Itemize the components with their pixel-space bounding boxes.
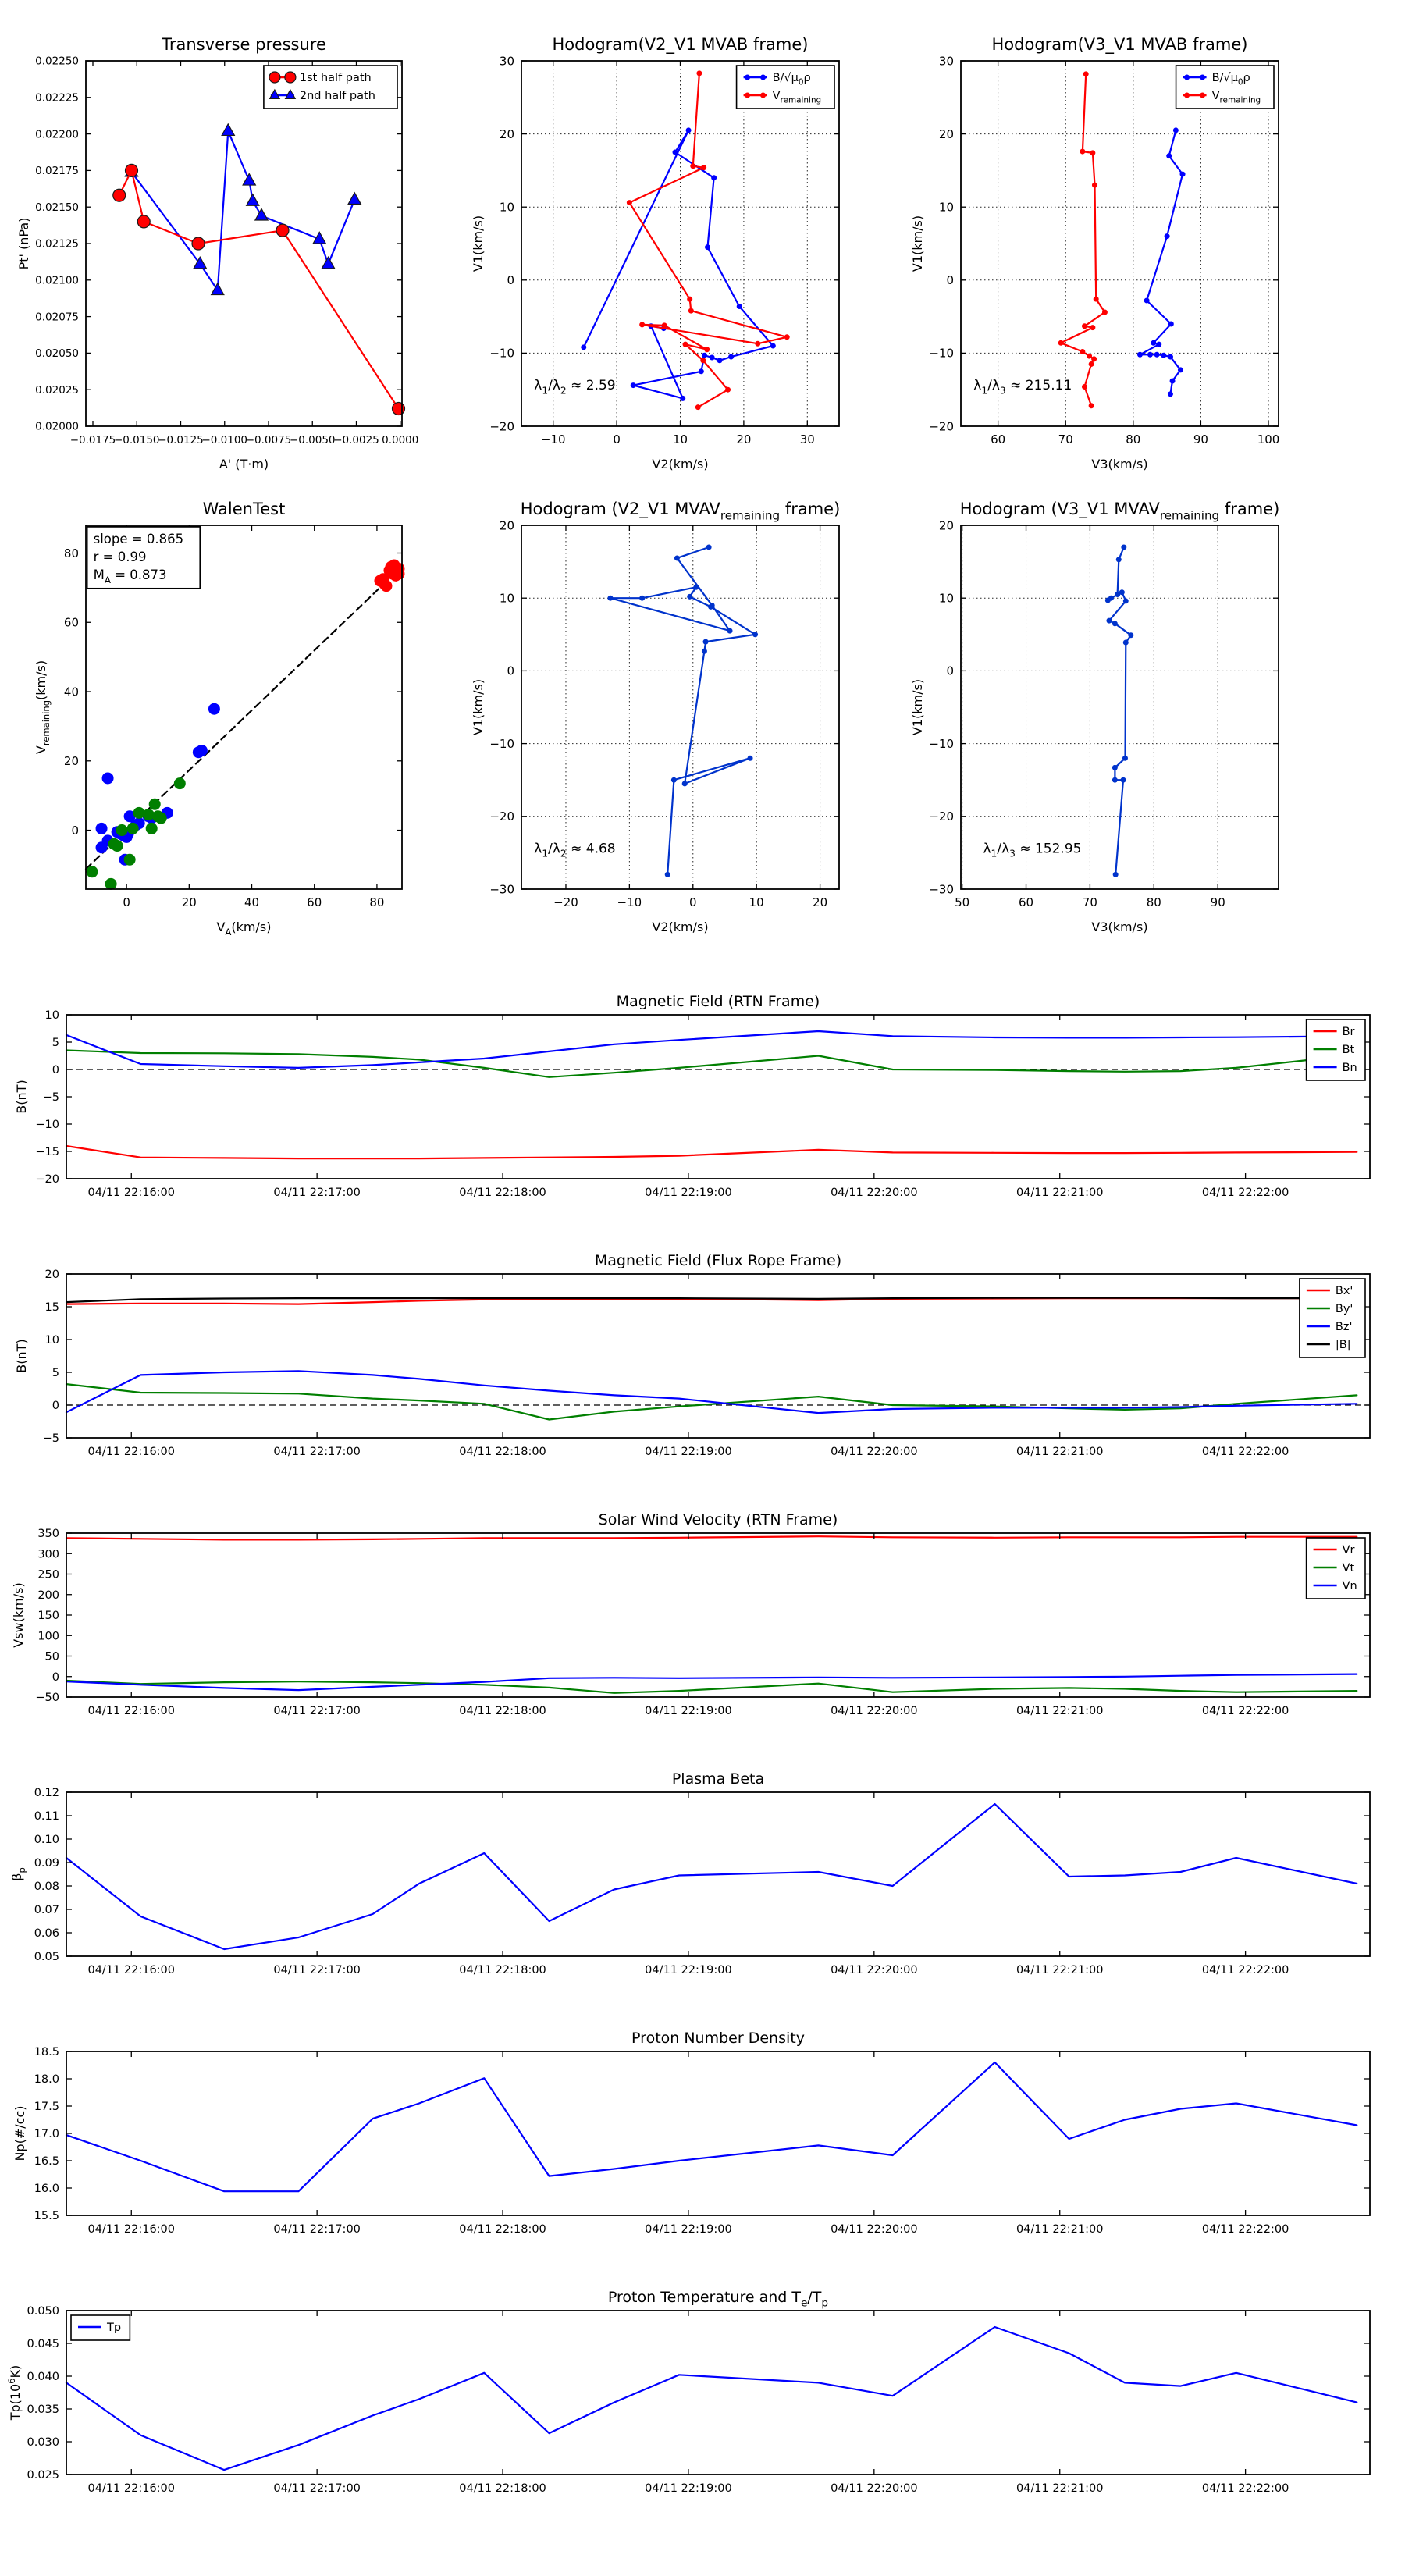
svg-text:40: 40: [63, 685, 79, 699]
svg-text:04/11 22:16:00: 04/11 22:16:00: [87, 1187, 176, 1199]
svg-text:20: 20: [499, 518, 514, 533]
transverse-pressure-title: Transverse pressure: [162, 35, 326, 54]
svg-text:04/11 22:19:00: 04/11 22:19:00: [645, 2482, 732, 2495]
svg-text:0.10: 0.10: [34, 1834, 59, 1847]
proton-density-ylabel: Np(#/cc): [12, 2105, 27, 2161]
svg-text:−0.0125: −0.0125: [158, 434, 204, 447]
svg-text:04/11 22:22:00: 04/11 22:22:00: [1201, 1705, 1289, 1717]
hodogram-v2v1-mvab-annotation: [534, 378, 615, 396]
svg-text:10: 10: [44, 1009, 59, 1023]
svg-text:0: 0: [507, 664, 514, 678]
svg-text:0: 0: [123, 895, 130, 909]
svg-text:04/11 22:22:00: 04/11 22:22:00: [1201, 1187, 1289, 1199]
hodogram-v3v1-mvab-legend: [1176, 66, 1274, 109]
mf-fluxrope-title: Magnetic Field (Flux Rope Frame): [594, 1252, 842, 1269]
svg-text:04/11 22:22:00: 04/11 22:22:00: [1201, 2223, 1289, 2236]
panel-walen-test: [34, 500, 404, 938]
hodogram-v2v1-mvab-legend: [737, 66, 834, 109]
svg-text:0.02250: 0.02250: [35, 55, 79, 68]
svg-text:04/11 22:17:00: 04/11 22:17:00: [273, 1964, 361, 1976]
svg-text:0.02175: 0.02175: [35, 165, 79, 178]
svg-text:0.06: 0.06: [34, 1927, 59, 1941]
mf-rtn-series-bn: [66, 1031, 1357, 1068]
svg-text:0.02050: 0.02050: [35, 347, 79, 361]
svg-text:0.12: 0.12: [34, 1787, 59, 1800]
svg-text:−10: −10: [489, 736, 514, 751]
svg-text:0.02225: 0.02225: [35, 91, 79, 105]
svg-text:0: 0: [71, 823, 79, 838]
svg-text:04/11 22:19:00: 04/11 22:19:00: [645, 1964, 732, 1976]
svg-text:04/11 22:17:00: 04/11 22:17:00: [273, 1187, 361, 1199]
svg-text:λ1/λ2 ≈ 4.68: $\lambda_1/\lambda_2 \approx 4.68$: [534, 841, 616, 859]
svg-text:0.02000: 0.02000: [35, 420, 79, 433]
svg-text:04/11 22:22:00: 04/11 22:22:00: [1201, 1446, 1289, 1458]
hodogram-v3v1-mvav-series-v: [1105, 544, 1133, 877]
svg-text:04/11 22:20:00: 04/11 22:20:00: [831, 2223, 918, 2236]
svg-text:Bx': Bx': [1335, 1285, 1353, 1298]
mf-rtn-series-bt: [66, 1051, 1357, 1077]
mf-fluxrope-series-bz-: [66, 1371, 1357, 1413]
svg-text:0.035: 0.035: [27, 2403, 59, 2417]
svg-text:70: 70: [1058, 432, 1073, 447]
svg-text:20: 20: [938, 518, 954, 533]
svg-text:30: 30: [938, 54, 954, 69]
proton-density-series-np: [66, 2062, 1357, 2191]
svg-text:04/11 22:20:00: 04/11 22:20:00: [831, 1705, 918, 1717]
svg-text:04/11 22:18:00: 04/11 22:18:00: [459, 2223, 546, 2236]
svg-text:Br: Br: [1342, 1026, 1355, 1039]
hodogram-v3v1-mvav-ylabel: V1(km/s): [910, 678, 925, 736]
svg-text:0.02075: 0.02075: [35, 311, 79, 324]
svg-text:15.5: 15.5: [34, 2210, 59, 2223]
mf-fluxrope-legend: [1300, 1279, 1365, 1357]
svg-text:−0.0150: −0.0150: [113, 434, 160, 447]
svg-text:|B|: |B|: [1335, 1339, 1351, 1352]
svg-text:90: 90: [1210, 895, 1225, 909]
mf-fluxrope-series--b-: [66, 1298, 1357, 1302]
svg-text:5: 5: [52, 1037, 59, 1050]
svg-text:40: 40: [244, 895, 260, 909]
svg-text:20: 20: [44, 1268, 59, 1282]
svg-text:04/11 22:22:00: 04/11 22:22:00: [1201, 2482, 1289, 2495]
svg-text:50: 50: [44, 1650, 59, 1663]
svg-text:04/11 22:17:00: 04/11 22:17:00: [273, 1446, 361, 1458]
svg-text:04/11 22:19:00: 04/11 22:19:00: [645, 1446, 732, 1458]
svg-text:80: 80: [63, 546, 79, 560]
hodogram-v3v1-mvab-series-b: [1137, 127, 1186, 397]
svg-text:04/11 22:19:00: 04/11 22:19:00: [645, 1187, 732, 1199]
svg-text:04/11 22:21:00: 04/11 22:21:00: [1016, 1964, 1104, 1976]
hodogram-v3v1-mvab-annotation: [973, 378, 1072, 396]
walen-test-ylabel: $V_{remaining}(km/s)$: [34, 660, 52, 755]
svg-text:70: 70: [1082, 895, 1097, 909]
svg-text:0: 0: [946, 273, 954, 288]
svg-text:10: 10: [938, 591, 954, 606]
svg-text:15: 15: [44, 1301, 59, 1315]
svg-text:80: 80: [369, 895, 385, 909]
svg-text:04/11 22:21:00: 04/11 22:21:00: [1016, 1187, 1104, 1199]
svg-text:18.5: 18.5: [34, 2046, 59, 2059]
svg-text:slope = 0.865: slope = 0.865: [93, 531, 184, 546]
svg-text:04/11 22:17:00: 04/11 22:17:00: [273, 2223, 361, 2236]
svg-text:−10: −10: [929, 736, 954, 751]
svg-text:10: 10: [749, 895, 764, 909]
svg-text:18.0: 18.0: [34, 2073, 59, 2087]
svg-text:04/11 22:21:00: 04/11 22:21:00: [1016, 1446, 1104, 1458]
svg-text:04/11 22:20:00: 04/11 22:20:00: [831, 1446, 918, 1458]
transverse-pressure-series-2nd-half-path: [125, 124, 361, 295]
svg-text:20: 20: [813, 895, 828, 909]
svg-text:B/√μ0ρ: $B/√\mu_0\rho$: [1211, 72, 1250, 87]
svg-text:0.050: 0.050: [27, 2305, 59, 2318]
svg-text:60: 60: [307, 895, 322, 909]
svg-text:−15: −15: [35, 1146, 59, 1159]
svg-text:04/11 22:20:00: 04/11 22:20:00: [831, 2482, 918, 2495]
svg-text:04/11 22:21:00: 04/11 22:21:00: [1016, 2223, 1104, 2236]
svg-text:0.02125: 0.02125: [35, 237, 79, 251]
svg-text:10: 10: [499, 591, 514, 606]
svg-text:0: 0: [52, 1400, 59, 1413]
svg-text:0: 0: [946, 664, 954, 678]
svg-text:60: 60: [1018, 895, 1034, 909]
svg-text:Vremaining: $V_{remaining}$: [1211, 90, 1261, 105]
svg-text:200: 200: [37, 1589, 59, 1602]
svg-text:Vremaining: $V_{remaining}$: [772, 90, 822, 105]
svg-text:80: 80: [1126, 432, 1141, 447]
panel-proton-temp: [6, 2289, 1370, 2495]
transverse-pressure-ylabel: Pt' (nPa): [16, 217, 31, 270]
svg-text:1st half path: 1st half path: [299, 72, 372, 85]
walen-test-annotation: [87, 527, 201, 589]
svg-text:−0.0175: −0.0175: [69, 434, 116, 447]
svg-text:80: 80: [1146, 895, 1161, 909]
svg-text:20: 20: [499, 126, 514, 141]
svg-text:17.0: 17.0: [34, 2128, 59, 2141]
hodogram-v3v1-mvab-title: Hodogram(V3_V1 MVAB frame): [991, 35, 1248, 54]
svg-text:Vn: Vn: [1342, 1580, 1357, 1593]
plasma-beta-ylabel: $\beta_p$: [9, 1867, 27, 1881]
svg-text:Tp: Tp: [107, 2322, 122, 2335]
panel-swv-rtn: [11, 1511, 1370, 1717]
svg-text:λ1/λ3 ≈ 152.95: $\lambda_1/\lambda_3 \approx 152.95$: [983, 841, 1082, 859]
hodogram-v3v1-mvab-ylabel: V1(km/s): [910, 215, 925, 272]
svg-text:0.02150: 0.02150: [35, 201, 79, 214]
svg-text:2nd half path: 2nd half path: [299, 90, 375, 103]
svg-text:10: 10: [938, 200, 954, 215]
panel-mf-fluxrope: [14, 1252, 1370, 1458]
svg-text:04/11 22:16:00: 04/11 22:16:00: [87, 2223, 176, 2236]
svg-text:Bn: Bn: [1342, 1062, 1357, 1075]
svg-text:04/11 22:21:00: 04/11 22:21:00: [1016, 1705, 1104, 1717]
swv-rtn-legend: [1307, 1538, 1365, 1599]
svg-text:60: 60: [991, 432, 1006, 447]
svg-text:r = 0.99: r = 0.99: [93, 549, 147, 564]
transverse-pressure-xlabel: A' (T·m): [219, 457, 269, 471]
hodogram-v2v1-mvav-title: Hodogram (V2_V1 $MVAV_{remaining}$ frame): [520, 500, 841, 523]
svg-text:0: 0: [507, 273, 514, 288]
hodogram-v2v1-mvab-xlabel: V2(km/s): [652, 457, 709, 471]
panel-transverse-pressure: [16, 35, 418, 471]
svg-text:0.02200: 0.02200: [35, 128, 79, 141]
svg-text:−0.0075: −0.0075: [245, 434, 292, 447]
swv-rtn-title: Solar Wind Velocity (RTN Frame): [598, 1511, 838, 1528]
walen-test-series-red-points: [374, 560, 404, 592]
hodogram-v2v1-mvav-annotation: [534, 841, 615, 859]
svg-text:−5: −5: [42, 1432, 59, 1446]
svg-text:−20: −20: [35, 1173, 59, 1187]
mf-fluxrope-ylabel: B(nT): [14, 1339, 29, 1373]
svg-text:04/11 22:18:00: 04/11 22:18:00: [459, 1187, 546, 1199]
proton-temp-legend: [71, 2315, 130, 2340]
svg-text:04/11 22:18:00: 04/11 22:18:00: [459, 2482, 546, 2495]
svg-text:350: 350: [37, 1528, 59, 1541]
svg-text:0.025: 0.025: [27, 2469, 59, 2482]
svg-text:−10: −10: [540, 432, 566, 447]
svg-text:16.0: 16.0: [34, 2183, 59, 2196]
svg-text:−0.0025: −0.0025: [333, 434, 379, 447]
transverse-pressure-legend: [264, 66, 397, 109]
svg-text:−20: −20: [929, 419, 954, 434]
svg-text:−30: −30: [929, 882, 954, 897]
svg-text:04/11 22:19:00: 04/11 22:19:00: [645, 2223, 732, 2236]
svg-text:−10: −10: [929, 346, 954, 361]
svg-text:−20: −20: [929, 809, 954, 824]
walen-test-xlabel: $V_A(km/s)$: [216, 920, 272, 938]
svg-text:17.5: 17.5: [34, 2101, 59, 2114]
svg-text:30: 30: [799, 432, 815, 447]
svg-text:0: 0: [613, 432, 621, 447]
svg-text:λ1/λ3 ≈ 215.11: $\lambda_1/\lambda_3 \approx 215.11$: [973, 378, 1072, 397]
svg-text:04/11 22:18:00: 04/11 22:18:00: [459, 1446, 546, 1458]
swv-rtn-series-vt: [66, 1681, 1357, 1693]
svg-text:20: 20: [181, 895, 197, 909]
svg-text:0.07: 0.07: [34, 1904, 59, 1917]
svg-text:10: 10: [672, 432, 688, 447]
svg-text:0.030: 0.030: [27, 2436, 59, 2450]
hodogram-v2v1-mvab-ylabel: V1(km/s): [471, 215, 486, 272]
svg-text:0.045: 0.045: [27, 2338, 59, 2351]
svg-text:0: 0: [52, 1064, 59, 1077]
svg-text:300: 300: [37, 1548, 59, 1561]
svg-text:04/11 22:19:00: 04/11 22:19:00: [645, 1705, 732, 1717]
svg-text:0: 0: [52, 1670, 59, 1684]
hodogram-v2v1-mvav-series-v: [607, 544, 758, 877]
proton-temp-ylabel: $Tp(10^6K)$: [5, 2364, 23, 2421]
svg-text:50: 50: [955, 895, 970, 909]
proton-temp-title: Proton Temperature and $T_e/T_p$: [607, 2289, 829, 2310]
panel-hodogram-v2v1-mvab: [471, 35, 839, 471]
plasma-beta-series-beta-p: [66, 1804, 1357, 1949]
proton-temp-series-tp: [66, 2327, 1357, 2470]
svg-text:Bz': Bz': [1335, 1321, 1353, 1334]
svg-text:04/11 22:17:00: 04/11 22:17:00: [273, 1705, 361, 1717]
svg-text:−20: −20: [489, 809, 514, 824]
svg-text:−20: −20: [553, 895, 578, 909]
svg-text:100: 100: [1257, 432, 1280, 447]
mf-rtn-legend: [1307, 1019, 1365, 1080]
svg-text:−10: −10: [35, 1119, 59, 1132]
svg-text:−0.0100: −0.0100: [201, 434, 248, 447]
svg-text:04/11 22:21:00: 04/11 22:21:00: [1016, 2482, 1104, 2495]
svg-text:10: 10: [499, 200, 514, 215]
svg-text:−20: −20: [489, 419, 514, 434]
hodogram-v2v1-mvav-xlabel: V2(km/s): [652, 920, 709, 934]
panel-hodogram-v3v1-mvab: [910, 35, 1279, 471]
svg-text:250: 250: [37, 1568, 59, 1582]
svg-text:04/11 22:18:00: 04/11 22:18:00: [459, 1705, 546, 1717]
svg-text:20: 20: [736, 432, 752, 447]
svg-text:0.02100: 0.02100: [35, 274, 79, 287]
swv-rtn-series-vr: [66, 1536, 1357, 1539]
hodogram-v2v1-mvav-ylabel: V1(km/s): [471, 678, 486, 736]
swv-rtn-ylabel: Vsw(km/s): [11, 1582, 26, 1648]
svg-text:20: 20: [63, 754, 79, 769]
svg-text:0.09: 0.09: [34, 1857, 59, 1870]
hodogram-v3v1-mvav-xlabel: V3(km/s): [1091, 920, 1148, 934]
svg-text:B/√μ0ρ: $B/√\mu_0\rho$: [772, 72, 811, 87]
svg-text:30: 30: [499, 54, 514, 69]
svg-text:λ1/λ2 ≈ 2.59: $\lambda_1/\lambda_2 \approx 2.59$: [534, 378, 616, 397]
mf-rtn-title: Magnetic Field (RTN Frame): [616, 993, 820, 1010]
svg-text:Vr: Vr: [1342, 1544, 1355, 1557]
transverse-pressure-series-1st-half-path: [113, 164, 405, 415]
svg-text:04/11 22:17:00: 04/11 22:17:00: [273, 2482, 361, 2495]
walen-test-title: WalenTest: [202, 500, 286, 518]
svg-text:Vt: Vt: [1342, 1562, 1355, 1575]
hodogram-v2v1-mvab-title: Hodogram(V2_V1 MVAB frame): [552, 35, 809, 54]
svg-text:0.0000: 0.0000: [382, 434, 419, 447]
svg-text:−5: −5: [42, 1091, 59, 1105]
hodogram-v3v1-mvab-xlabel: V3(km/s): [1091, 457, 1148, 471]
svg-text:04/11 22:16:00: 04/11 22:16:00: [87, 1964, 176, 1976]
svg-text:04/11 22:16:00: 04/11 22:16:00: [87, 1446, 176, 1458]
svg-text:MA = 0.873: $M_A = 0.873$: [93, 567, 167, 585]
plasma-beta-title: Plasma Beta: [671, 1770, 765, 1788]
svg-text:0: 0: [689, 895, 697, 909]
svg-text:04/11 22:18:00: 04/11 22:18:00: [459, 1964, 546, 1976]
svg-text:0.08: 0.08: [34, 1880, 59, 1894]
svg-text:04/11 22:16:00: 04/11 22:16:00: [87, 2482, 176, 2495]
svg-text:−0.0050: −0.0050: [289, 434, 336, 447]
svg-text:5: 5: [52, 1367, 59, 1380]
svg-text:100: 100: [37, 1630, 59, 1643]
svg-text:−30: −30: [489, 882, 514, 897]
hodogram-v3v1-mvav-annotation: [983, 841, 1081, 859]
svg-text:0.11: 0.11: [34, 1810, 59, 1823]
panel-plasma-beta: [9, 1770, 1370, 1976]
svg-text:90: 90: [1193, 432, 1208, 447]
svg-text:04/11 22:16:00: 04/11 22:16:00: [87, 1705, 176, 1717]
svg-text:−10: −10: [617, 895, 642, 909]
panel-hodogram-v3v1-mvav: [910, 500, 1279, 934]
svg-text:−10: −10: [489, 346, 514, 361]
proton-density-title: Proton Number Density: [631, 2030, 805, 2047]
svg-text:10: 10: [44, 1334, 59, 1347]
panel-hodogram-v2v1-mvav: [471, 500, 840, 934]
mf-rtn-ylabel: B(nT): [14, 1080, 29, 1114]
svg-text:60: 60: [63, 615, 79, 630]
svg-text:04/11 22:20:00: 04/11 22:20:00: [831, 1187, 918, 1199]
svg-text:20: 20: [938, 126, 954, 141]
svg-text:Bt: Bt: [1342, 1044, 1355, 1057]
svg-text:By': By': [1335, 1303, 1353, 1316]
hodogram-v2v1-mvab-series-b: [581, 127, 776, 401]
svg-text:−50: −50: [35, 1692, 59, 1705]
svg-text:04/11 22:22:00: 04/11 22:22:00: [1201, 1964, 1289, 1976]
svg-text:0.02025: 0.02025: [35, 383, 79, 397]
panel-proton-density: [12, 2030, 1370, 2236]
hodogram-v3v1-mvav-title: Hodogram (V3_V1 $MVAV_{remaining}$ frame): [959, 500, 1280, 523]
svg-text:04/11 22:20:00: 04/11 22:20:00: [831, 1964, 918, 1976]
svg-text:16.5: 16.5: [34, 2155, 59, 2169]
panel-mf-rtn: [14, 993, 1370, 1199]
svg-text:0.040: 0.040: [27, 2371, 59, 2384]
svg-text:150: 150: [37, 1610, 59, 1623]
mf-rtn-series-br: [66, 1146, 1357, 1158]
svg-text:0.05: 0.05: [34, 1951, 59, 1964]
